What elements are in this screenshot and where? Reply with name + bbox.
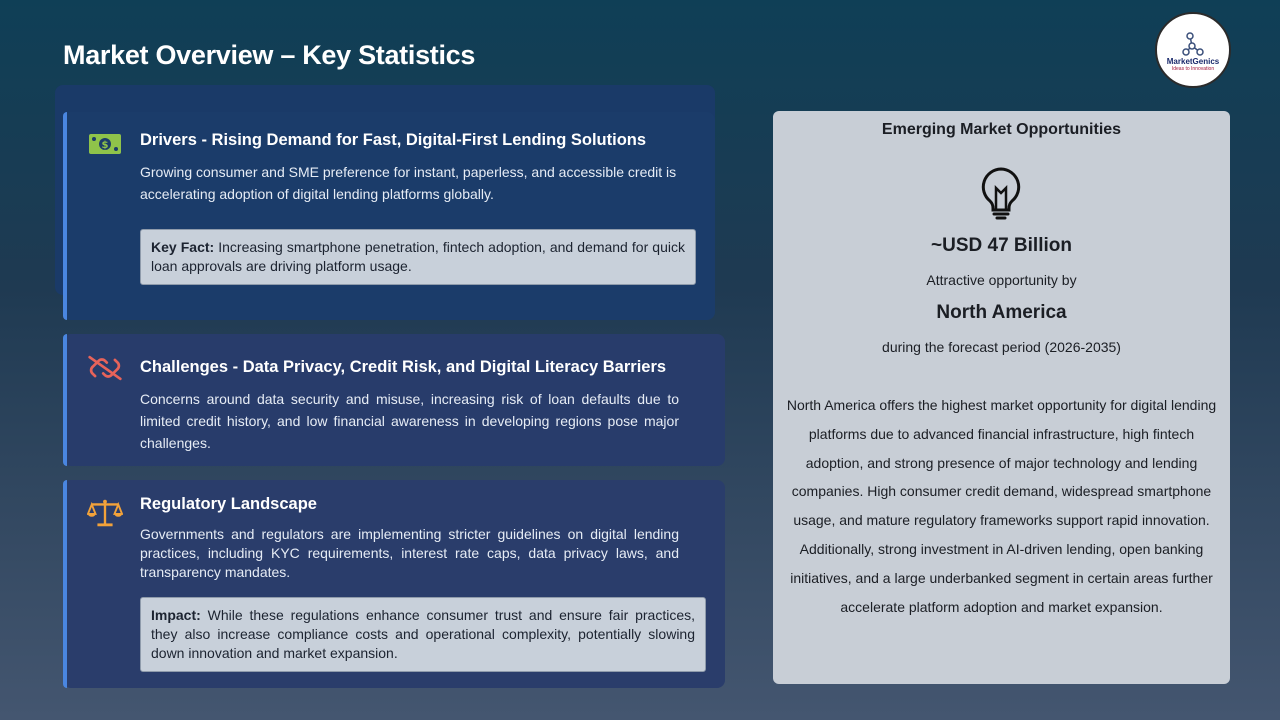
key-fact-text: Increasing smartphone penetration, fintech adoption, and demand for quick loan approvals are driving platform usage.	[151, 239, 685, 274]
network-icon	[1182, 32, 1204, 56]
challenges-text: Concerns around data security and misuse, increasing risk of loan defaults due to limited credit history, and low financial awareness in developing regions pose major challenges.	[140, 391, 679, 451]
card-accent-bar	[63, 480, 67, 688]
opportunities-title: Emerging Market Opportunities	[881, 121, 1122, 138]
page-title: Market Overview – Key Statistics	[63, 40, 476, 70]
scales-icon	[87, 498, 123, 528]
opportunity-period: during the forecast period (2026-2035)	[882, 339, 1121, 355]
regulatory-card	[63, 480, 725, 688]
lightbulb-icon	[978, 166, 1024, 225]
logo-brand: MarketGenics	[1166, 57, 1220, 66]
opportunity-value: ~USD 47 Billion	[931, 235, 1072, 256]
card-accent-bar	[63, 112, 67, 320]
regulatory-text: Governments and regulators are implementing stricter guidelines on digital lending practices, including KYC requirements, interest rate caps, data privacy laws, and transparency mandates.	[140, 526, 679, 580]
challenges-card	[63, 334, 725, 466]
opportunity-region: North America	[936, 302, 1067, 323]
card-accent-bar	[63, 334, 67, 466]
drivers-text: Growing consumer and SME preference for instant, paperless, and accessible credit is accelerating adoption of digital lending platforms globally.	[140, 164, 677, 202]
impact-text: While these regulations enhance consumer trust and ensure fair practices, they also increase compliance costs and operational complexity, potentially slowing down innovation and market expansion.	[151, 607, 695, 661]
opportunity-description: North America offers the highest market opportunity for digital lending platforms due to advanced financial infrastructure, high fintech adoption, and strong presence of major technology and lending companies. High consumer credit demand, widespread smartphone usage, and mature regulatory frameworks support rapid innovation. Additionally, strong investment in AI-driven lending, open banking initiatives, and a large underbanked segment in certain areas further accelerate platform adoption and market expansion.	[786, 397, 1217, 615]
opportunities-panel	[773, 111, 1230, 684]
regulatory-impact	[140, 597, 706, 672]
svg-text:$: $	[101, 140, 109, 151]
drivers-key-fact	[140, 229, 696, 285]
drivers-heading: Drivers - Rising Demand for Fast, Digital-First Lending Solutions	[140, 131, 647, 149]
opportunity-by-label: Attractive opportunity by	[926, 272, 1077, 288]
logo-tagline: Ideas to Innovation	[1171, 66, 1215, 72]
impact-label: Impact:	[151, 607, 201, 623]
key-fact-label: Key Fact:	[151, 239, 215, 255]
company-logo	[1155, 12, 1231, 88]
broken-link-icon	[87, 353, 123, 383]
challenges-heading: Challenges - Data Privacy, Credit Risk, and Digital Literacy Barriers	[140, 358, 667, 376]
drivers-card	[63, 112, 715, 320]
regulatory-heading: Regulatory Landscape	[140, 495, 317, 513]
money-icon	[87, 129, 123, 159]
